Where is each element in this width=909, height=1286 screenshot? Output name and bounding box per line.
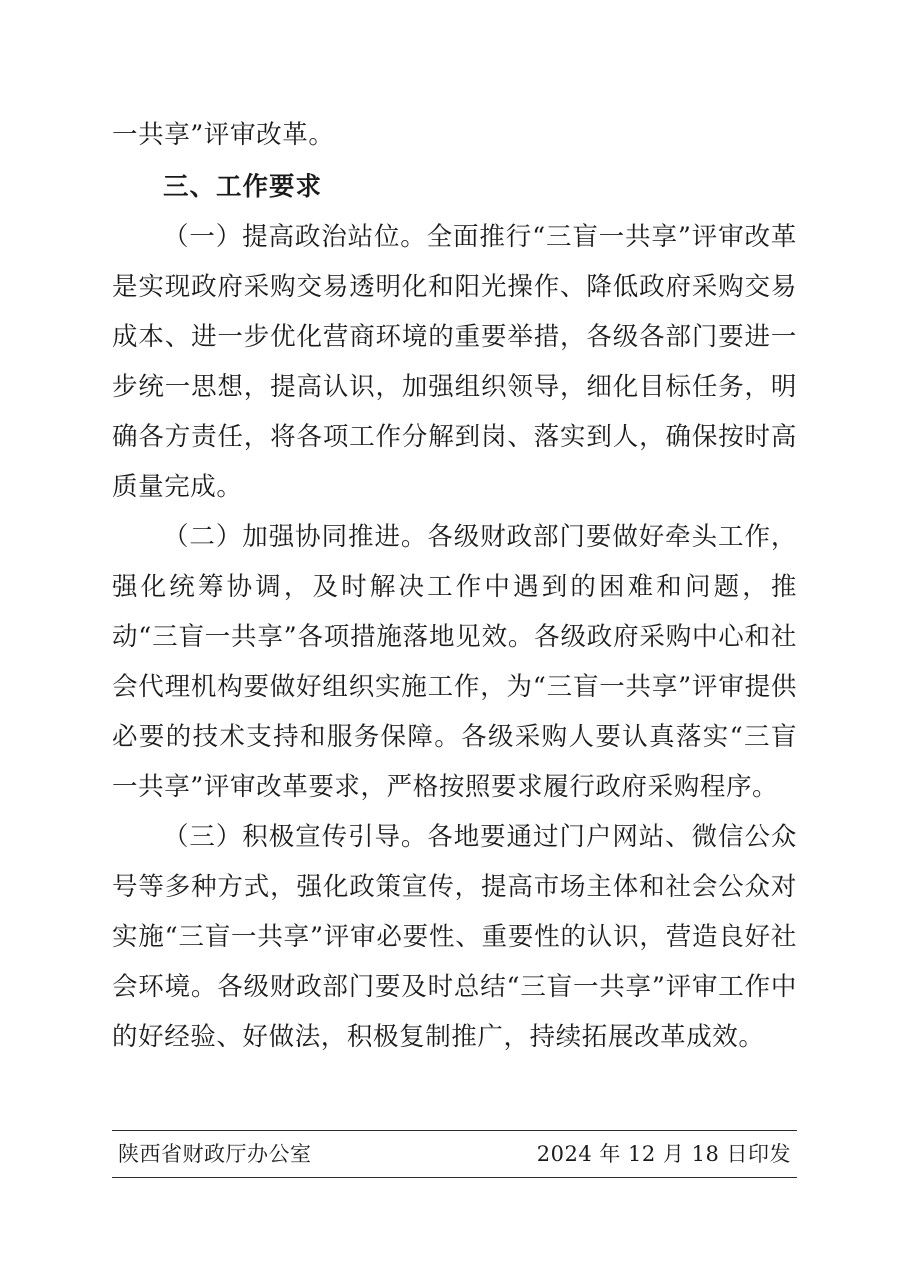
section-heading: 三、工作要求 — [163, 172, 323, 202]
footer-divider-bottom — [112, 1177, 797, 1178]
paragraph-three: （三）积极宣传引导。各地要通过门户网站、微信公众号等多种方式，强化政策宣传，提高市场主体和社会公众对实施“三盲一共享”评审必要性、重要性的认识，营造良好社会环境。各级财政部门要及时总结“三盲一共享”评审工作中的好经验、好做法，积极复制推广，持续拓展改革成效。 — [112, 822, 797, 1052]
paragraph-one: （一）提高政治站位。全面推行“三盲一共享”评审改革是实现政府采购交易透明化和阳光操作、降低政府采购交易成本、进一步优化营商环境的重要举措，各级各部门要进一步统一思想，提高认识，加强组织领导，细化目标任务，明确各方责任，将各项工作分解到岗、落实到人，确保按时高质量完成。 — [112, 222, 797, 502]
paragraph-two: （二）加强协同推进。各级财政部门要做好牵头工作，强化统筹协调，及时解决工作中遇到的困难和问题，推动“三盲一共享”各项措施落地见效。各级政府采购中心和社会代理机构要做好组织实施工作，为“三盲一共享”评审提供必要的技术支持和服务保障。各级采购人要认真落实“三盲一共享”评审改革要求，严格按照要求履行政府采购程序。 — [112, 522, 797, 802]
document-body — [112, 110, 797, 1062]
footer-issuer: 陕西省财政厅办公室 — [118, 1142, 312, 1166]
footer-date: 2024 年 12 月 18 日印发 — [536, 1142, 791, 1166]
footer-row — [112, 1131, 797, 1177]
continuation-paragraph: 一共享”评审改革。 — [112, 120, 335, 150]
page-footer — [112, 1130, 797, 1178]
